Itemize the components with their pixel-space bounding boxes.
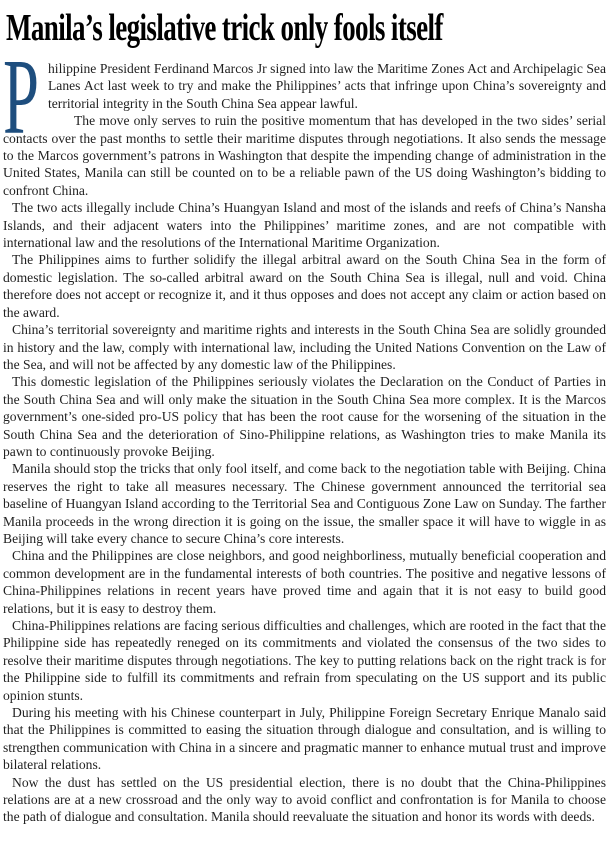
paragraph: The move only serves to ruin the positive momentum that has developed in the two sides’ serial contacts over the past months to settle their maritime disputes through negotiations. It also sends the message to the Marcos government’s patrons in Washington that despite the impending change of administration in the United States, Manila can still be counted on to be a reliable pawn of the US doing Washington’s bidding to confront China. bbox=[3, 113, 606, 198]
article-page bbox=[0, 6, 609, 858]
article-headline: Manila’s legislative trick only fools itself bbox=[6, 6, 443, 49]
paragraph: The Philippines aims to further solidify the illegal arbitral award on the South China Sea in the form of domestic legislation. The so-called arbitral award on the South China Sea is illegal, null and void. China therefore does not accept or recognize it, and it thus opposes and does not accept any claim or action based on the award. bbox=[3, 252, 606, 320]
paragraph: Now the dust has settled on the US presidential election, there is no doubt that the China-Philippines relations are at a new crossroad and the only way to avoid conflict and confrontation is for Manila to choose the path of dialogue and consultation. Manila should reevaluate the situation and honor its words with deeds. bbox=[3, 774, 606, 825]
paragraph: The two acts illegally include China’s Huangyan Island and most of the islands and reefs of China’s Nansha Islands, and their adjacent waters into the Philippines’ maritime zones, and are not compatible with international law and the resolutions of the International Maritime Organization. bbox=[3, 200, 606, 251]
paragraph: China and the Philippines are close neighbors, and good neighborliness, mutually beneficial cooperation and common development are in the fundamental interests of both countries. The positive and negative lessons of China-Philippines relations in recent years have proved time and again that it is not easy to build good relations, but it is easy to destroy them. bbox=[3, 548, 606, 616]
paragraph: China-Philippines relations are facing serious difficulties and challenges, which are rooted in the fact that the Philippine side has repeatedly reneged on its commitments and violated the consensus of the two sides to resolve their maritime disputes through negotiations. The key to putting relations back on the right track is for the Philippine side to fulfill its commitments and refrain from speculating on the US support and its public opinion stunts. bbox=[3, 618, 606, 703]
paragraph: Manila should stop the tricks that only fool itself, and come back to the negotiation table with Beijing. China reserves the right to take all measures necessary. The Chinese government announced the territorial sea baseline of Huangyan Island according to the Territorial Sea and Contiguous Zone Law on Sunday. The farther Manila proceeds in the wrong direction it is going on the issue, the smaller space it will have to wiggle in as Beijing will take every chance to secure China’s core interests. bbox=[3, 461, 606, 546]
article-body bbox=[0, 38, 609, 826]
paragraph: China’s territorial sovereignty and maritime rights and interests in the South China Sea are solidly grounded in history and the law, comply with international law, including the United Nations Convention on the Law of the Sea, and will not be affected by any domestic law of the Philippines. bbox=[3, 322, 606, 372]
paragraph: During his meeting with his Chinese counterpart in July, Philippine Foreign Secretary Enrique Manalo said that the Philippines is committed to easing the situation through dialogue and consultation, and is willing to strengthen communication with China in a sincere and pragmatic manner to enhance mutual trust and improve bilateral relations. bbox=[3, 705, 606, 773]
paragraph-lead: hilippine President Ferdinand Marcos Jr signed into law the Maritime Zones Act and Archipelagic Sea Lanes Act last week to try and make the Philippines’ acts that infringe upon China’s sovereignty and territorial integrity in the South China Sea appear lawful. bbox=[48, 61, 606, 111]
paragraph: This domestic legislation of the Philippines seriously violates the Declaration on the Conduct of Parties in the South China Sea and will only make the situation in the South China Sea more complex. It is the Marcos government’s one-sided pro-US policy that has been the root cause for the worsening of the situation in the South China Sea and the deterioration of Sino-Philippine relations, as Washington tries to make Manila its pawn to continuously provoke Beijing. bbox=[3, 374, 606, 459]
drop-cap bbox=[3, 38, 40, 157]
drop-cap-letter: P bbox=[3, 38, 39, 157]
